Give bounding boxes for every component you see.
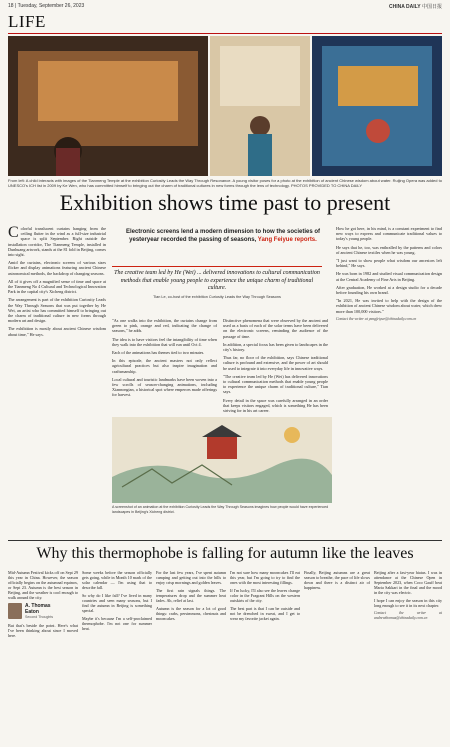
- article-column-4: [336, 226, 442, 536]
- author-block: [8, 603, 78, 620]
- article-divider: [8, 540, 442, 541]
- article-paragraph: Mid-Autumn Festival kicks off on Sept 29 this year in China. However, the season officially begins on the autumnal equinox, or Sept 23. Autumn is the best season in Beijing, and the weather is cool enough to walk around the city.: [8, 570, 78, 600]
- article-paragraph: How he got here, in his mind, is a constant experiment to find new ways to express and communicate traditional values to today's young people.: [336, 226, 442, 242]
- article-paragraph: Each of the animations has themes tied to two minutes.: [112, 350, 205, 356]
- article-paragraph: Amid the curtains, electronic screens of various sizes flicker and display animations featuring ancient Chinese astronomical methods, the backdrop of changing seasons.: [8, 260, 106, 276]
- article-column-2: [112, 318, 217, 414]
- column-article-col-5: [304, 570, 370, 738]
- pull-quote-text: The creative team led by He (Wei) ... delivered innovations to cultural communication methods that enable young people to experience the unique charm of traditional culture.: [114, 270, 320, 291]
- standfirst-byline: Yang Feiyue reports.: [257, 237, 317, 243]
- article-paragraph: I hope I can enjoy the season in this city long enough to see it in its next chapter.: [374, 598, 442, 608]
- animation-screenshot: [112, 417, 332, 503]
- article-paragraph: The idea is to have visitors feel the intangibility of time when they walk into the exhibition that will run until Oct 4.: [112, 336, 217, 347]
- author-surname: Eaton: [25, 609, 39, 615]
- article-paragraph: The best part is that I can be outside and not be drenched in sweat, and I get to wear my favorite jacket again.: [230, 606, 300, 621]
- hero-caption: From left: A child interacts with images of the Tianmeng Temple at the exhibition Curiosity Leads the Way Through Resonance. A young visitor poses for a photo at the exhibition of ancient Chinese wisdom about water. Ruijing Opera was added to UNESCO's ICH list in 2009 by Ke Wen, who has committed himself to bringing out the charm of traditional cultures in new forms through the lens of technology. PHOTOS PROVIDED TO CHINA DAILY: [8, 178, 442, 188]
- issue-date: Tuesday, September 26, 2023: [17, 3, 85, 9]
- writer-contact: Contact the writer at andrewthomas@chinadaily.com.cn: [374, 611, 442, 620]
- author-name: A. Thomas: [25, 603, 51, 609]
- section-title: LIFE: [8, 12, 46, 31]
- article-paragraph: In addition, a special focus has been given to landscapes in the city's history.: [223, 341, 328, 353]
- column-article-col-1: [8, 570, 78, 738]
- article-paragraph: If I'm lucky, I'll also see the leaves change color in the Fragrant Hills on the western outskirts of the city.: [230, 588, 300, 603]
- article-paragraph: Some weeks before the season officially gets going, while in Month 10 mark of the solar calendar — I'm using that to describe fall.: [82, 570, 152, 590]
- masthead-left: 18 | Tuesday, September 26, 2023: [8, 3, 85, 9]
- column-headline: Why this thermophobe is falling for autumn like the leaves: [36, 545, 414, 562]
- article-paragraph: The first rain signals things. The temperatures drop and the summer heat fades. Ah, relief at last.: [156, 588, 226, 603]
- article-paragraph: Every detail in the space was carefully arranged in an order that keeps visitors engaged, which is something He has been striving for in his art career.: [223, 397, 328, 414]
- article-column-3: [223, 318, 328, 414]
- pull-quote: [112, 266, 322, 299]
- hero-photo-strip: [8, 36, 442, 176]
- paragraph-text: olorful translucent curtains hanging from the ceiling flutter in the wind as a full-size industrial space is split September. Right outside the installation corridor, The Tianmeng Temple, installed in Dunhuang artwork, stands at the 81 fold in Beijing, comes into sight.: [8, 226, 106, 258]
- article-paragraph: The arrangement is part of the exhibition Curiosity Leads the Way Through Seasons that was put together by He Wei, an artist who has committed himself to bringing out the charm of traditional culture in new forms through modern art and design.: [8, 297, 106, 324]
- article-paragraph: "In 2021, He was invited to help with the design of the exhibition of ancient Chinese wisdom about water, which drew more than 100,000 visitors.": [336, 298, 442, 314]
- column-article-col-3: [156, 570, 226, 738]
- brand-name: CHINA DAILY: [389, 4, 421, 10]
- masthead: [0, 0, 450, 12]
- standfirst-text: Electronic screens lend a modern dimension to how the societies of yesteryear recorded the passing of seasons,: [125, 229, 321, 243]
- author-photo: [8, 603, 22, 619]
- section-rule: [8, 33, 442, 34]
- article-paragraph: "The creative team led by He (Wei) has delivered innovations to cultural communication methods that enable young people to experience the unique charm of traditional culture," Tian says.: [223, 373, 328, 395]
- column-article-col-4: [230, 570, 300, 738]
- column-article: [8, 570, 442, 740]
- article-paragraph: All of it gives off a magnified sense of time and space at the Tianmeng No 4 Cultural and Technological Innovation Park in the capital city's Xicheng district.: [8, 278, 106, 295]
- article-paragraph: Finally, Beijing autumns are a great season to breathe, the pace of life slows down and there is a distinct air of happiness.: [304, 570, 370, 590]
- article-paragraph: The exhibition is mostly about ancient Chinese wisdom about time," He says.: [8, 326, 106, 337]
- column-article-col-6: [374, 570, 442, 738]
- pull-quote-attribution: Tian Le, co-host of the exhibition Curiosity Leads the Way Through Seasons: [153, 294, 281, 299]
- column-name: Second Thoughts: [25, 615, 54, 619]
- brand-name-chinese: 中国日报: [421, 4, 442, 10]
- page-number: 18: [8, 3, 14, 9]
- article-paragraph: In this episode, the ancient masters not only reflect agricultural practices but also inspire imagination and craftsmanship.: [112, 358, 217, 374]
- article-paragraph: But that's beside the point. Here's what I've been thinking about since I moved here.: [8, 623, 78, 638]
- article-column-1: [8, 226, 106, 536]
- article-paragraph: Distinctive phenomena that were observed by the ancient and used as a basis of each of the solar terms have been delivered on the electronic screens, reminding the audience of the passage of time.: [223, 318, 328, 339]
- writer-contact: Contact the writer at yangfeiyue@chinadaily.com.cn: [336, 316, 417, 321]
- article-paragraph: So why do I like fall? I've lived in many countries and seen many seasons, but I find the autumn in Beijing is something special.: [82, 593, 152, 613]
- inset-caption: A screenshot of an animation at the exhibition Curiosity Leads the Way Through Seasons imagines how people would have experienced landscapes in Beijing's Xicheng district.: [112, 505, 329, 514]
- article-paragraph: Maybe it's because I'm a self-proclaimed thermophobe. I'm not one for summer heat.: [82, 616, 152, 631]
- drop-cap: C: [8, 226, 19, 241]
- article-paragraph: Thus far, no floor of the exhibition, says Chinese traditional culture is profound and extensive, and the power of art should be used to integrate it into everyday life in innovative ways.: [223, 355, 328, 371]
- article-paragraph: He was born in 1982 and studied visual communication design at the Central Academy of Fine Arts in Beijing.: [336, 271, 442, 282]
- author-info: [25, 603, 53, 620]
- article-paragraph: I'm not sure how many mooncakes I'll eat this year, but I'm going to try to find the ones with the most interesting fillings.: [230, 570, 300, 585]
- animation-screenshot-image: [112, 417, 332, 503]
- article-paragraph: For the last few years, I've spent autumn camping and getting out into the hills to enjoy crisp mornings and golden leaves.: [156, 570, 226, 585]
- article-paragraph: "As one walks into the exhibition, the curtains change from green to pink, orange and red, indicating the change of seasons," he adds.: [112, 318, 217, 334]
- article-paragraph: He says that he, too, was enthralled by the patterns and colors of ancient Chinese textiles when he was young.: [336, 244, 442, 255]
- hero-photos-image: [8, 36, 442, 176]
- article-paragraph: "I just want to show people what wisdom our ancestors left behind," He says.: [336, 258, 442, 269]
- article-paragraph: Local cultural and touristic landmarks have been woven into a few scrolls of season-changing animations, including Xiannongtan, a historical spot where emperors made offerings for harvest.: [112, 376, 217, 398]
- article-headline: Exhibition shows time past to present: [59, 190, 391, 215]
- article-paragraph: Beijing after a fast-year hiatus. I was in attendance at the Chinese Open in September 2023, when Coco Gauff beat Maria Sakkari in the final and the mood in the city was electric.: [374, 570, 442, 595]
- article-paragraph: After graduation, He worked at a design studio for a decade before founding his own brand.: [336, 284, 442, 296]
- column-article-col-2: [82, 570, 152, 738]
- masthead-right: [389, 3, 442, 10]
- article-paragraph: [8, 226, 106, 257]
- article-paragraph: Autumn is the season for a lot of good things: crabs, persimmons, chestnuts and mooncakes.: [156, 606, 226, 621]
